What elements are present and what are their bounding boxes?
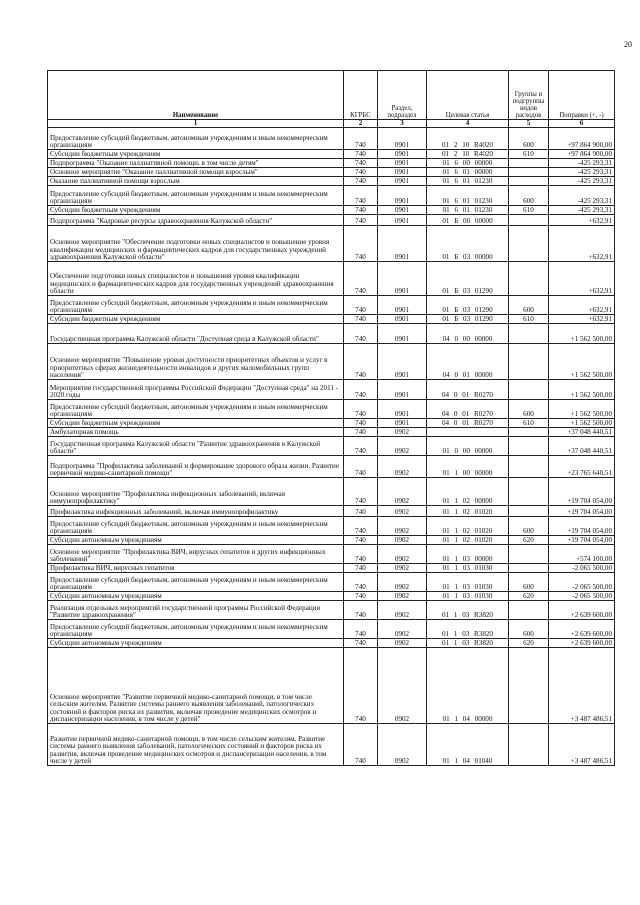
row-kgrbs: 740 (344, 573, 378, 592)
row-name: Предоставление субсидий бюджетным, автономным учреждениям и иным некоммерческим организациям (48, 128, 344, 150)
row-section: 0902 (378, 506, 427, 517)
table-row (48, 400, 615, 419)
row-amount: +2 639 600,00 (549, 601, 615, 620)
row-amount: -425 293,31 (549, 186, 615, 206)
row-section: 0901 (378, 344, 427, 380)
row-vr (509, 724, 549, 766)
row-section: 0902 (378, 564, 427, 573)
table-row (48, 437, 615, 456)
row-kgrbs: 740 (344, 456, 378, 478)
table-row (48, 226, 615, 262)
row-name: Подпрограмма "Профилактика заболеваний и формирование здорового образа жизни. Развитие первичной медико-санитарной помощи" (48, 456, 344, 478)
row-kgrbs: 740 (344, 648, 378, 724)
row-name: Субсидии автономным учреждениям (48, 536, 344, 545)
row-section: 0901 (378, 226, 427, 262)
row-kgrbs: 740 (344, 517, 378, 536)
table-row (48, 159, 615, 168)
row-amount: +97 864 900,00 (549, 128, 615, 150)
row-target: 04 0 01 00000 (427, 344, 509, 380)
row-target: 01 1 00 00000 (427, 456, 509, 478)
table-row (48, 344, 615, 380)
row-name: Профилактика инфекционных заболеваний, включая иммунопрофилактику (48, 506, 344, 517)
table-row (48, 380, 615, 400)
row-kgrbs: 740 (344, 724, 378, 766)
row-name: Основное мероприятие "Обеспечение подготовки новых специалистов и повышение уровня квалификации медицинских и фармацевтических кадров для государственных учреждений здравоохранения Калужской области" (48, 226, 344, 262)
row-kgrbs: 740 (344, 159, 378, 168)
row-name: Субсидии бюджетным учреждениям (48, 315, 344, 324)
row-name: Основное мероприятие "Повышение уровня доступности приоритетных объектов и услуг в приоритетных сферах жизнедеятельности инвалидов и других маломобильных групп населения" (48, 344, 344, 380)
row-section: 0901 (378, 215, 427, 226)
row-kgrbs: 740 (344, 206, 378, 215)
row-target: 01 6 01 01230 (427, 206, 509, 215)
row-target: 01 1 02 01020 (427, 517, 509, 536)
table-row (48, 186, 615, 206)
row-section: 0902 (378, 724, 427, 766)
column-number-row (48, 120, 615, 128)
row-section: 0901 (378, 315, 427, 324)
col-number: 3 (378, 120, 427, 128)
row-vr: 600 (509, 573, 549, 592)
row-amount: +2 639 600,00 (549, 620, 615, 639)
row-kgrbs: 740 (344, 186, 378, 206)
row-kgrbs: 740 (344, 262, 378, 296)
row-kgrbs: 740 (344, 428, 378, 437)
row-kgrbs: 740 (344, 437, 378, 456)
row-name: Государственная программа Калужской области "Доступная среда в Калужской области" (48, 324, 344, 344)
row-target: 01 Б 03 01290 (427, 315, 509, 324)
row-section: 0902 (378, 639, 427, 648)
row-vr (509, 478, 549, 506)
row-section: 0901 (378, 262, 427, 296)
row-vr: 600 (509, 296, 549, 315)
col-number: 2 (344, 120, 378, 128)
row-vr (509, 564, 549, 573)
table-row (48, 601, 615, 620)
row-target: 04 0 01 R0270 (427, 419, 509, 428)
row-amount: +97 864 900,00 (549, 150, 615, 159)
row-kgrbs: 740 (344, 506, 378, 517)
row-amount: +37 048 440,51 (549, 428, 615, 437)
row-amount: -425 293,31 (549, 206, 615, 215)
table-row (48, 215, 615, 226)
row-amount: +19 704 054,00 (549, 506, 615, 517)
table-body (48, 128, 615, 766)
row-target: 01 1 03 01030 (427, 592, 509, 601)
row-kgrbs: 740 (344, 168, 378, 177)
row-amount: -2 065 500,00 (549, 592, 615, 601)
row-vr (509, 648, 549, 724)
row-name: Основное мероприятие "Профилактика инфекционных заболеваний, включая иммунопрофилактику" (48, 478, 344, 506)
row-kgrbs: 740 (344, 601, 378, 620)
row-amount: -2 065 500,00 (549, 564, 615, 573)
row-vr: 610 (509, 419, 549, 428)
row-kgrbs: 740 (344, 315, 378, 324)
table-row (48, 428, 615, 437)
table-row (48, 506, 615, 517)
table-row (48, 545, 615, 564)
row-section: 0901 (378, 159, 427, 168)
table-row (48, 128, 615, 150)
row-name: Основное мероприятие "Развитие первичной медико-санитарной помощи, в том числе сельским жителям. Развитие системы раннего выявления заболеваний, патологических состояний и факторов риска их развития, включая проведение медицинских осмотров и диспансеризации населения, в том числе у детей" (48, 648, 344, 724)
row-vr: 600 (509, 400, 549, 419)
row-section: 0901 (378, 150, 427, 159)
col-number: 1 (48, 120, 344, 128)
row-name: Предоставление субсидий бюджетным, автономным учреждениям и иным некоммерческим организациям (48, 620, 344, 639)
row-name: Субсидии бюджетным учреждениям (48, 150, 344, 159)
row-amount: +1 562 500,00 (549, 344, 615, 380)
row-target: 01 Б 03 00000 (427, 226, 509, 262)
row-vr: 610 (509, 206, 549, 215)
row-target: 01 1 02 01020 (427, 536, 509, 545)
row-section: 0901 (378, 419, 427, 428)
row-section: 0901 (378, 128, 427, 150)
row-vr: 600 (509, 620, 549, 639)
row-amount: +632,91 (549, 315, 615, 324)
row-vr (509, 380, 549, 400)
row-target: 01 6 00 00000 (427, 159, 509, 168)
row-name: Субсидии бюджетным учреждениям (48, 419, 344, 428)
row-section: 0902 (378, 620, 427, 639)
row-target: 04 0 00 00000 (427, 324, 509, 344)
row-target: 04 0 01 R0270 (427, 380, 509, 400)
header-vr: Группы и подгруппы видов расходов (509, 71, 549, 120)
table-row (48, 517, 615, 536)
row-target: 01 2 10 R4020 (427, 150, 509, 159)
row-name: Реализация отдельных мероприятий государственной программы Российской Федерации "Развитие здравоохранения" (48, 601, 344, 620)
table-row (48, 648, 615, 724)
row-kgrbs: 740 (344, 380, 378, 400)
row-name: Амбулаторная помощь (48, 428, 344, 437)
row-target: 01 Б 03 01290 (427, 296, 509, 315)
table-row (48, 478, 615, 506)
row-kgrbs: 740 (344, 128, 378, 150)
row-target: 01 2 10 R4020 (427, 128, 509, 150)
row-vr: 600 (509, 186, 549, 206)
row-kgrbs: 740 (344, 344, 378, 380)
row-vr: 610 (509, 315, 549, 324)
row-target: 01 1 03 01030 (427, 573, 509, 592)
row-section: 0902 (378, 601, 427, 620)
row-amount: +632,91 (549, 296, 615, 315)
row-kgrbs: 740 (344, 639, 378, 648)
row-name: Подпрограмма "Оказание паллиативной помощи, в том числе детям" (48, 159, 344, 168)
table-row (48, 639, 615, 648)
row-target (427, 428, 509, 437)
row-name: Предоставление субсидий бюджетным, автономным учреждениям и иным некоммерческим организациям (48, 296, 344, 315)
row-target: 01 6 01 01230 (427, 186, 509, 206)
table-row (48, 315, 615, 324)
col-number: 5 (509, 120, 549, 128)
row-section: 0901 (378, 177, 427, 186)
row-amount: +1 562 500,00 (549, 400, 615, 419)
row-section: 0902 (378, 428, 427, 437)
row-section: 0901 (378, 206, 427, 215)
row-target: 01 1 03 01030 (427, 564, 509, 573)
row-name: Основное мероприятие "Оказание паллиативной помощи взрослым" (48, 168, 344, 177)
row-name: Обеспечение подготовки новых специалистов и повышения уровня квалификации медицинских и фармацевтических кадров для государственных учреждений здравоохранения области (48, 262, 344, 296)
row-vr (509, 456, 549, 478)
row-name: Государственная программа Калужской области "Развитие здравоохранения в Калужской области" (48, 437, 344, 456)
row-target: 01 1 04 00000 (427, 648, 509, 724)
table-row (48, 177, 615, 186)
table-row (48, 262, 615, 296)
row-kgrbs: 740 (344, 545, 378, 564)
row-section: 0901 (378, 380, 427, 400)
row-kgrbs: 740 (344, 592, 378, 601)
row-kgrbs: 740 (344, 419, 378, 428)
row-amount: +632,91 (549, 226, 615, 262)
row-target: 01 Б 03 01290 (427, 262, 509, 296)
row-name: Субсидии автономным учреждениям (48, 592, 344, 601)
table-row (48, 456, 615, 478)
row-name: Субсидии бюджетным учреждениям (48, 206, 344, 215)
row-amount: +19 704 054,00 (549, 536, 615, 545)
table-row (48, 564, 615, 573)
row-section: 0902 (378, 456, 427, 478)
row-amount: +632,91 (549, 262, 615, 296)
row-amount: +19 704 054,00 (549, 478, 615, 506)
row-name: Предоставление субсидий бюджетным, автономным учреждениям и иным некоммерческим организациям (48, 573, 344, 592)
row-section: 0901 (378, 324, 427, 344)
row-section: 0901 (378, 296, 427, 315)
table-row (48, 592, 615, 601)
row-target: 01 1 03 00000 (427, 545, 509, 564)
table-row (48, 206, 615, 215)
row-target: 01 1 02 01020 (427, 506, 509, 517)
table-row (48, 324, 615, 344)
row-section: 0902 (378, 536, 427, 545)
row-kgrbs: 740 (344, 478, 378, 506)
row-name: Основное мероприятие "Профилактика ВИЧ, вирусных гепатитов и других инфекционных заболеваний" (48, 545, 344, 564)
row-kgrbs: 740 (344, 296, 378, 315)
row-name: Предоставление субсидий бюджетным, автономным учреждениям и иным некоммерческим организациям (48, 400, 344, 419)
row-name: Субсидии автономным учреждениям (48, 639, 344, 648)
row-amount: +1 562 500,00 (549, 324, 615, 344)
table-row (48, 168, 615, 177)
table-row (48, 536, 615, 545)
row-target: 01 1 02 00000 (427, 478, 509, 506)
row-kgrbs: 740 (344, 226, 378, 262)
row-target: 01 Б 00 00000 (427, 215, 509, 226)
row-section: 0902 (378, 573, 427, 592)
row-name: Оказание паллиативной помощи взрослым (48, 177, 344, 186)
row-section: 0902 (378, 517, 427, 536)
row-target: 01 1 03 R3820 (427, 620, 509, 639)
row-vr (509, 437, 549, 456)
row-vr (509, 601, 549, 620)
table-row (48, 150, 615, 159)
row-section: 0902 (378, 437, 427, 456)
row-name: Развитие первичной медико-санитарной помощи, в том числе сельским жителям. Развитие системы раннего выявления заболеваний, патологических состояний и факторов риска их развития, включая проведение медицинских осмотров и диспансеризации населения, в том числе у детей (48, 724, 344, 766)
row-amount: +2 639 600,00 (549, 639, 615, 648)
row-amount: +23 765 640,51 (549, 456, 615, 478)
header-kgrbs: КГРБС (344, 71, 378, 120)
row-kgrbs: 740 (344, 564, 378, 573)
row-kgrbs: 740 (344, 215, 378, 226)
row-kgrbs: 740 (344, 324, 378, 344)
row-vr (509, 168, 549, 177)
row-target: 01 6 01 00000 (427, 168, 509, 177)
row-vr: 620 (509, 639, 549, 648)
row-section: 0902 (378, 478, 427, 506)
row-vr: 610 (509, 150, 549, 159)
row-kgrbs: 740 (344, 536, 378, 545)
row-name: Предоставление субсидий бюджетным, автономным учреждениям и иным некоммерческим организациям (48, 517, 344, 536)
header-section: Раздел, подраздел (378, 71, 427, 120)
col-number: 6 (549, 120, 615, 128)
row-name: Мероприятия государственной программы Российской Федерации "Доступная среда" на 2011 - 2020 годы (48, 380, 344, 400)
table-row (48, 419, 615, 428)
table-row (48, 620, 615, 639)
row-amount: +574 100,00 (549, 545, 615, 564)
row-kgrbs: 740 (344, 177, 378, 186)
row-target: 01 1 04 01040 (427, 724, 509, 766)
row-name: Предоставление субсидий бюджетным, автономным учреждениям и иным некоммерческим организациям (48, 186, 344, 206)
col-number: 4 (427, 120, 509, 128)
row-kgrbs: 740 (344, 400, 378, 419)
row-section: 0902 (378, 545, 427, 564)
table-row (48, 573, 615, 592)
row-target: 04 0 01 R0270 (427, 400, 509, 419)
row-target: 01 6 01 01230 (427, 177, 509, 186)
page-number: 20 (624, 40, 632, 49)
header-name: Наименование (48, 71, 344, 120)
row-vr: 600 (509, 128, 549, 150)
header-target: Целевая статья (427, 71, 509, 120)
row-vr (509, 159, 549, 168)
row-target: 01 1 03 R3820 (427, 639, 509, 648)
row-amount: +1 562 500,00 (549, 380, 615, 400)
row-section: 0902 (378, 648, 427, 724)
row-vr: 620 (509, 592, 549, 601)
row-amount: -425 293,31 (549, 177, 615, 186)
row-amount: +3 487 486,51 (549, 724, 615, 766)
row-target: 01 0 00 00000 (427, 437, 509, 456)
row-vr (509, 428, 549, 437)
row-vr: 620 (509, 536, 549, 545)
row-kgrbs: 740 (344, 620, 378, 639)
row-vr: 600 (509, 517, 549, 536)
row-amount: +19 704 054,00 (549, 517, 615, 536)
row-vr (509, 262, 549, 296)
row-vr (509, 226, 549, 262)
row-amount: +1 562 500,00 (549, 419, 615, 428)
row-amount: +632,91 (549, 215, 615, 226)
row-amount: +37 048 440,51 (549, 437, 615, 456)
row-vr (509, 215, 549, 226)
row-vr (509, 324, 549, 344)
row-section: 0901 (378, 168, 427, 177)
row-vr (509, 344, 549, 380)
row-amount: -2 065 500,00 (549, 573, 615, 592)
row-vr (509, 545, 549, 564)
table-row (48, 296, 615, 315)
header-row (48, 71, 615, 120)
row-amount: -425 293,31 (549, 159, 615, 168)
row-name: Подпрограмма "Кадровые ресурсы здравоохранения Калужской области" (48, 215, 344, 226)
row-kgrbs: 740 (344, 150, 378, 159)
row-amount: -425 293,31 (549, 168, 615, 177)
row-section: 0901 (378, 400, 427, 419)
row-amount: +3 487 486,51 (549, 648, 615, 724)
row-section: 0902 (378, 592, 427, 601)
row-name: Профилактика ВИЧ, вирусных гепатитов (48, 564, 344, 573)
header-amount: Поправки (+, -) (549, 71, 615, 120)
row-section: 0901 (378, 186, 427, 206)
row-vr (509, 177, 549, 186)
row-vr (509, 506, 549, 517)
row-target: 01 1 03 R3820 (427, 601, 509, 620)
budget-amendments-table (47, 70, 615, 766)
table-row (48, 724, 615, 766)
